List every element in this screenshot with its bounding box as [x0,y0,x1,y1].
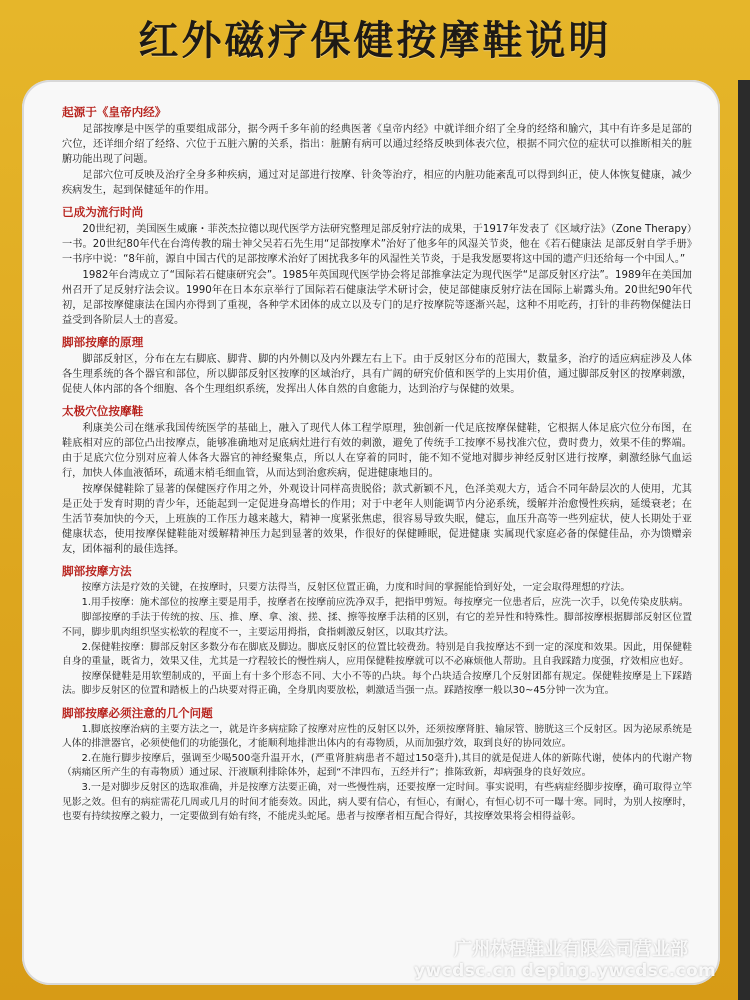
section-principle [62,334,692,397]
section-paragraph: 2.在施行脚步按摩后，强调至少喝500毫升温开水，(严重肾脏病患者不超过150毫升),其目的就是促进人体的新陈代谢，使体内的代谢产物（病痛区所产生的有毒物质）通过尿、汗液顺利排除体外，起到“不津四布，五经并行”；推陈致新，却病强身的良好效应。 [62,753,692,779]
section-heading: 太极穴位按摩鞋 [62,404,144,418]
section-trend [62,204,692,328]
content-panel [22,80,720,985]
watermark-url: ywcdsc.cn deping.ywcdsc.com [414,961,717,981]
section-paragraph: 脚部按摩的手法于传统的按、压、推、摩、拿、滚、搓、揉、擦等按摩手法稍的区别，有它的差异性和特殊性。脚部按摩根据脚部反射区位置不同，脚步肌肉组织坚实松软的程度不一，主要运用拇指，食指刺激反射区，以取其疗法。 [62,612,692,638]
section-heading: 脚部按摩的原理 [62,335,144,349]
page-title: 红外磁疗保健按摩鞋说明 [138,18,612,64]
section-paragraph: 20世纪初，美国医生威廉・菲茨杰拉德以现代医学方法研究整理足部反射疗法的成果，于1917年发表了《区域疗法》（Zone Therapy）一书。20世纪80年代在台湾传教的瑞士神父吴若石先生用“足部按摩术”治好了他多年的风湿关节炎，他在《若石健康法 足部反射自学手册》一书序中说：“8年前，源自中国古代的足部按摩术治好了困扰我多年的风湿性关节炎，于是我发愿要将这中国的遗产归还给每一个中国人。” [62,224,692,265]
section-paragraph: 1.用手按摩：施术部位的按摩主要是用手，按摩者在按摩前应洗净双手，把指甲剪短。每按摩完一位患者后，应洗一次手，以免传染皮肤病。 [81,597,689,609]
section-paragraph: 2.保健鞋按摩：脚部反射区多数分布在脚底及脚边。脚底反射区的位置比较费劲。特别是自我按摩达不到一定的深度和效果。因此，用保健鞋自身的重量，既省力，效果又佳，尤其是一疗程较长的慢性病人，应用保健鞋按摩就可以不必麻烦他人帮助。且自我踩踏力度强，疗效相应也好。 [62,641,692,668]
section-paragraph: 脚部反射区，分布在左右脚底、脚背、脚的内外侧以及内外踝左右上下。由于反射区分布的范围大，数量多，治疗的适应病症涉及人体各生理系统的各个器官和部位，所以脚部反射区按摩的区域治疗，具有广阔的研究价值和医学的上实用价值，通过脚部反射区的按摩刺激，促使人体内部的各个细胞、各个生理组织系统，发挥出人体自然的自愈能力，达到治疗与保健的效果。 [62,354,692,395]
section-paragraph: 按摩方法是疗效的关键，在按摩时，只要方法得当，反射区位置正确，力度和时间的掌握能恰到好处，一定会取得理想的疗法。 [81,582,631,593]
section-heading: 脚部按摩方法 [62,564,132,578]
section-paragraph: 按摩保健鞋是用软塑制成的，平面上有十多个形态不同、大小不等的凸块。每个凸块适合按摩几个反射团都有规定。保健鞋按摩是上下踩踏法。脚步反射区的位置和踏板上的凸块要对得正确，全身肌肉要放松，刺激适当强一点。踩踏按摩一般以30~45分钟一次为宜。 [62,671,692,697]
section-origin [62,104,692,198]
content-area [62,104,692,957]
section-paragraph: 按摩保健鞋除了显著的保健医疗作用之外，外观设计同样高贵脱俗；款式新颖不凡，色泽美观大方，适合不同年龄层次的人使用，尤其是正处于发育时期的青少年，还能起到一定促进身高增长的作用；对于中老年人则能调节内分泌系统，缓解并治愈慢性疾病，延缓衰老；在生活节奏加快的今天，上班族的工作压力越来越大，精神一度紧张焦虑，很容易导致失眠，健忘，血压升高等一些列症状，使人长期处于亚健康状态，使用按摩保健鞋能对缓解精神压力起到显著的效果，作很好的保健睡眠，促进健康 实属现代家庭必备的保健佳品，亦为馈赠亲友，团体福利的最佳选择。 [62,484,692,555]
section-precautions [62,705,692,824]
section-paragraph: 1.脚底按摩治病的主要方法之一，就是许多病症除了按摩对应性的反射区以外，还须按摩肾脏、输尿管、膀胱这三个反射区。因为泌尿系统是人体的排泄器官，必须使他们的功能强化，才能顺利地排泄出体内的有毒物质，从而加强疗效，取到良好的协同效应。 [62,723,692,749]
section-massage-method [62,563,692,699]
section-paragraph: 足部穴位可反映及治疗全身多种疾病，通过对足部进行按摩、针灸等治疗，相应的内脏功能紊乱可以得到纠正，使人体恢复健康，减少疾病发生，起到保健延年的作用。 [62,170,692,196]
section-paragraph: 利康美公司在继承我国传统医学的基础上，融入了现代人体工程学原理，独创新一代足底按摩保健鞋，它根据人体足底穴位分布图，在鞋底相对应的部位凸出按摩点，能够准确地对足底病灶进行有效的刺激，避免了传统手工按摩不易找准穴位，费时费力，效果不佳的弊端。由于足底穴位分别对应着人体各大器官的神经聚集点，所以人在穿着的同时，能不知不觉地对脚步神经反射区进行按摩，刺激经脉气血运行，加快人体血液循环，疏通末梢毛细血管，从而达到治愈疾病，促进健康地目的。 [62,423,692,479]
section-paragraph: 足部按摩是中医学的重要组成部分，据今两千多年前的经典医著《皇帝内经》中就详细介绍了全身的经络和腧穴，其中有许多是足部的穴位，还详细介绍了经络、穴位于五脏六腑的关系，指出：脏腑有病可以通过经络反映到体表穴位，根据不同穴位的症状可以推断相关的脏腑功能出现了问题。 [62,124,692,165]
section-paragraph: 1982年台湾成立了“国际若石健康研究会”。1985年英国现代医学协会将足部推拿法定为现代医学“足部反射区疗法”。1989年在美国加州召开了足反射疗法会议。1990年在日本东京举行了国际若石健康法学术研讨会，使足部健康反射疗法在国际上崭露头角。20世纪90年代初，足部按摩健康法在国内亦得到了重视，各种学术团体的成立以及专门的足疗按摩院等逐渐兴起，这种不用吃药，打针的非药物保健法日益受到各阶层人士的喜爱。 [62,270,692,326]
section-taiji-shoe [62,403,692,557]
section-paragraph: 3.一是对脚步反射区的选取准确，并是按摩方法要正确，对一些慢性病，还要按摩一定时间。事实说明，有些病症经脚步按摩，确可取得立竿见影之效。但有的病症需花几周或几月的时间才能奏效。因此，病人要有信心，有恒心，有耐心，有恒心切不可一曝十寒。同时，为别人按摩时，也要有持续按摩之毅力，一定要做到有始有终，不能虎头蛇尾。患者与按摩者相互配合得好，其按摩效果将会相得益彰。 [62,782,692,822]
section-heading: 已成为流行时尚 [62,205,144,219]
watermark-company: 广州林程鞋业有限公司营业部 [454,939,688,960]
section-heading: 脚部按摩必须注意的几个问题 [62,705,213,720]
section-heading: 起源于《皇帝内经》 [62,105,167,119]
